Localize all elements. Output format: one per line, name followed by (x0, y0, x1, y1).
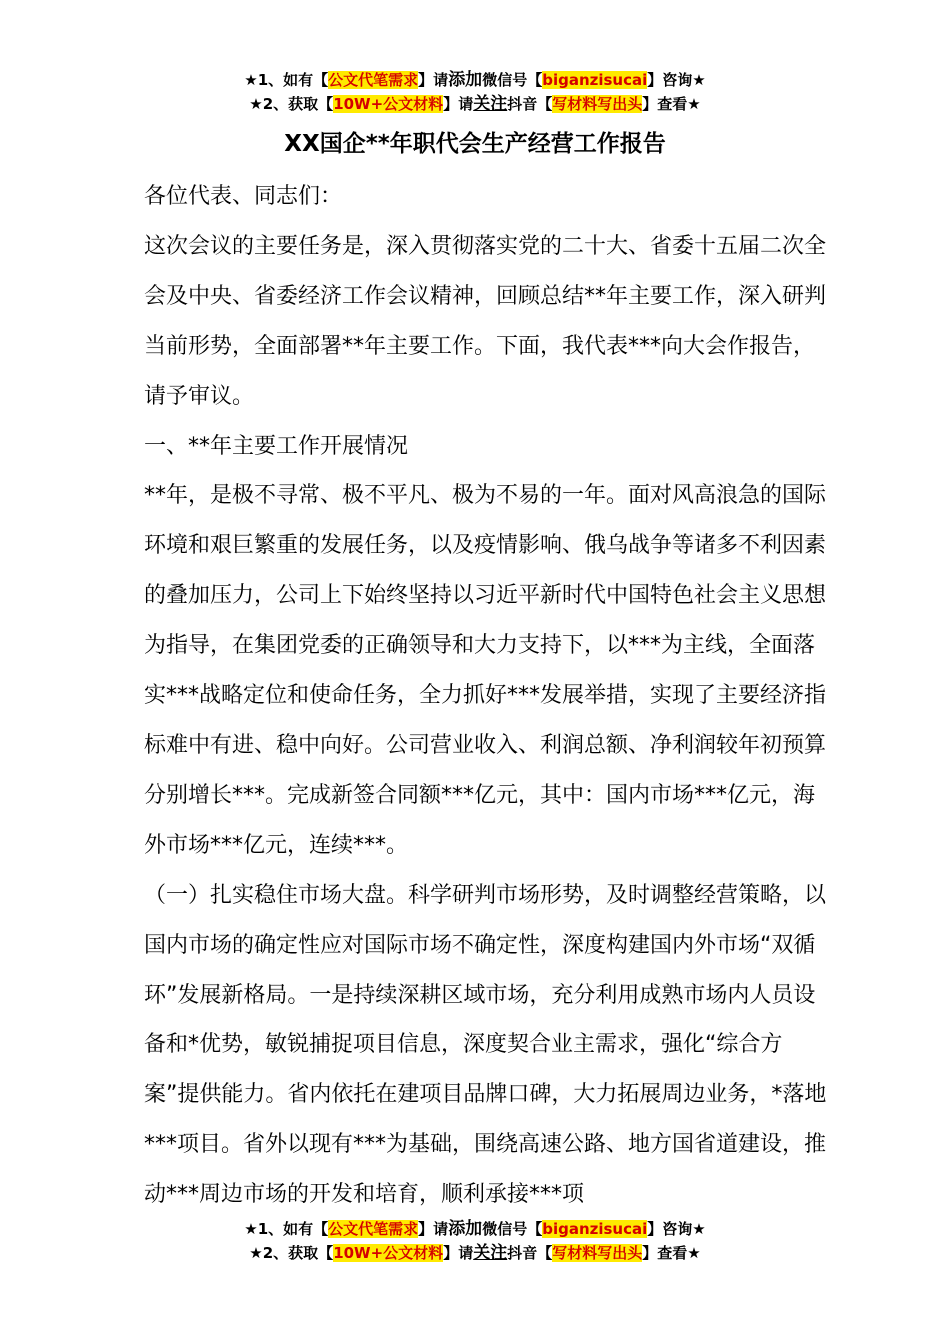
promo-wechat-id: biganzisucai (542, 1220, 648, 1238)
promo-text: ★1、如有【 (244, 1220, 329, 1238)
promo-text: ★2、获取【 (249, 1244, 334, 1262)
section-heading: 一、**年主要工作开展情况 (144, 433, 409, 459)
promo-douyin-id: 写材料写出头 (552, 1244, 643, 1262)
promo-emphasis: 关注 (473, 94, 508, 114)
promo-text: 】咨询★ (647, 1220, 706, 1238)
document-title: XX国企**年职代会生产经营工作报告 (284, 131, 666, 157)
promo-emphasis: 添加 (448, 70, 483, 90)
promo-text: 抖音【 (507, 1244, 553, 1262)
promo-text: 】查看★ (642, 1244, 701, 1262)
promo-highlight: 公文代笔需求 (328, 1220, 419, 1238)
promo-text: 】咨询★ (647, 71, 706, 89)
salutation: 各位代表、同志们： (144, 184, 343, 209)
promo-douyin-id: 写材料写出头 (552, 95, 643, 113)
promo-line-1 (0, 1217, 950, 1241)
promo-highlight: 公文代笔需求 (328, 71, 419, 89)
promo-emphasis: 关注 (473, 1243, 508, 1263)
promo-text: 微信号【 (482, 1220, 543, 1238)
promo-line-2 (0, 92, 950, 116)
intro-paragraph: 这次会议的主要任务是，深入贯彻落实党的二十大、省委十五届二次全会及中央、省委经济工作会议精神，回顾总结**年主要工作，深入研判当前形势，全面部署**年主要工作。下面，我代表***向大会作报告，请予审议。 (144, 233, 827, 409)
promo-text: ★2、获取【 (249, 95, 334, 113)
promo-text: 】请 (443, 95, 474, 113)
document-body (144, 172, 834, 1220)
promo-line-2 (0, 1241, 950, 1265)
promo-text: 】请 (418, 71, 449, 89)
subsection-paragraph: （一）扎实稳住市场大盘。科学研判市场形势，及时调整经营策略，以国内市场的确定性应对国际市场不确定性，深度构建国内外市场“双循环”发展新格局。一是持续深耕区域市场，充分利用成熟市场内人员设备和*优势，敏锐捕捉项目信息，深度契合业主需求，强化“综合方案”提供能力。省内依托在建项目品牌口碑，大力拓展周边业务，*落地***项目。省外以现有***为基础，围绕高速公路、地方国省道建设，推动***周边市场的开发和培育，顺利承接***项 (144, 882, 827, 1208)
summary-paragraph: **年，是极不寻常、极不平凡、极为不易的一年。面对风高浪急的国际环境和艰巨繁重的发展任务，以及疫情影响、俄乌战争等诸多不利因素的叠加压力，公司上下始终坚持以习近平新时代中国特色社会主义思想为指导，在集团党委的正确领导和大力支持下，以***为主线，全面落实***战略定位和使命任务，全力抓好***发展举措，实现了主要经济指标难中有进、稳中向好。公司营业收入、利润总额、净利润较年初预算分别增长***。完成新签合同额***亿元，其中：国内市场***亿元，海外市场***亿元，连续***。 (144, 483, 827, 858)
promo-text: 】查看★ (642, 95, 701, 113)
promo-text: 】请 (418, 1220, 449, 1238)
promo-text: ★1、如有【 (244, 71, 329, 89)
promo-highlight: 10W+公文材料 (333, 95, 444, 113)
promo-line-1 (0, 68, 950, 92)
promo-banner-bottom (0, 1217, 950, 1265)
promo-text: 抖音【 (507, 95, 553, 113)
promo-banner-top (0, 68, 950, 116)
promo-text: 】请 (443, 1244, 474, 1262)
promo-text: 微信号【 (482, 71, 543, 89)
promo-wechat-id: biganzisucai (542, 71, 648, 89)
promo-emphasis: 添加 (448, 1219, 483, 1239)
promo-highlight: 10W+公文材料 (333, 1244, 444, 1262)
